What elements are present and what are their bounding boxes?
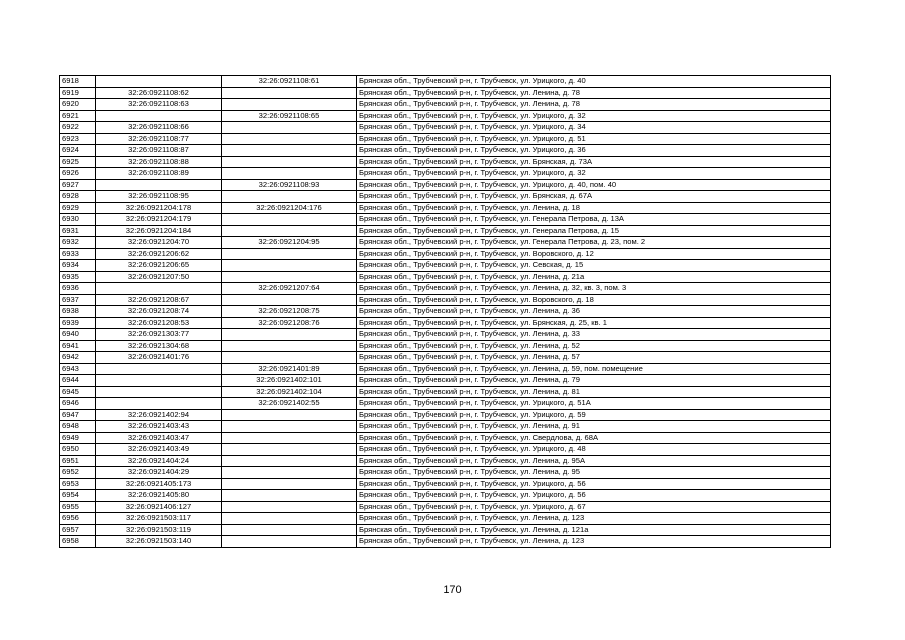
related-cadastral-number-cell <box>222 490 357 502</box>
address-cell: Брянская обл., Трубчевский р-н, г. Трубчевск, ул. Ленина, д. 32, кв. 3, пом. 3 <box>357 283 831 295</box>
table-row <box>60 513 831 525</box>
address-cell: Брянская обл., Трубчевский р-н, г. Трубчевск, ул. Урицкого, д. 67 <box>357 501 831 513</box>
table-row <box>60 133 831 145</box>
row-number-cell: 6928 <box>60 191 96 203</box>
cadastral-number-cell <box>96 76 222 88</box>
row-number-cell: 6948 <box>60 421 96 433</box>
related-cadastral-number-cell <box>222 248 357 260</box>
row-number-cell: 6930 <box>60 214 96 226</box>
table-row <box>60 467 831 479</box>
row-number-cell: 6921 <box>60 110 96 122</box>
row-number-cell: 6940 <box>60 329 96 341</box>
row-number-cell: 6933 <box>60 248 96 260</box>
page-number: 170 <box>443 584 462 596</box>
address-cell: Брянская обл., Трубчевский р-н, г. Трубчевск, ул. Ленина, д. 79 <box>357 375 831 387</box>
table-row <box>60 237 831 249</box>
row-number-cell: 6943 <box>60 363 96 375</box>
related-cadastral-number-cell <box>222 467 357 479</box>
row-number-cell: 6923 <box>60 133 96 145</box>
table-row <box>60 329 831 341</box>
row-number-cell: 6918 <box>60 76 96 88</box>
cadastral-number-cell: 32:26:0921405:80 <box>96 490 222 502</box>
related-cadastral-number-cell <box>222 524 357 536</box>
related-cadastral-number-cell: 32:26:0921401:89 <box>222 363 357 375</box>
row-number-cell: 6944 <box>60 375 96 387</box>
cadastral-number-cell: 32:26:0921208:67 <box>96 294 222 306</box>
address-cell: Брянская обл., Трубчевский р-н, г. Трубчевск, ул. Генерала Петрова, д. 23, пом. 2 <box>357 237 831 249</box>
table-row <box>60 409 831 421</box>
row-number-cell: 6957 <box>60 524 96 536</box>
cadastral-number-cell: 32:26:0921208:74 <box>96 306 222 318</box>
table-row <box>60 421 831 433</box>
cadastral-number-cell: 32:26:0921108:95 <box>96 191 222 203</box>
cadastral-number-cell: 32:26:0921206:65 <box>96 260 222 272</box>
cadastral-number-cell: 32:26:0921108:63 <box>96 99 222 111</box>
row-number-cell: 6924 <box>60 145 96 157</box>
cadastral-number-cell: 32:26:0921108:66 <box>96 122 222 134</box>
related-cadastral-number-cell: 32:26:0921402:55 <box>222 398 357 410</box>
row-number-cell: 6958 <box>60 536 96 548</box>
table-row <box>60 536 831 548</box>
cadastral-number-cell: 32:26:0921208:53 <box>96 317 222 329</box>
address-cell: Брянская обл., Трубчевский р-н, г. Трубчевск, ул. Урицкого, д. 59 <box>357 409 831 421</box>
related-cadastral-number-cell: 32:26:0921108:65 <box>222 110 357 122</box>
address-cell: Брянская обл., Трубчевский р-н, г. Трубчевск, ул. Ленина, д. 81 <box>357 386 831 398</box>
row-number-cell: 6955 <box>60 501 96 513</box>
related-cadastral-number-cell: 32:26:0921108:61 <box>222 76 357 88</box>
address-cell: Брянская обл., Трубчевский р-н, г. Трубчевск, ул. Урицкого, д. 51А <box>357 398 831 410</box>
cadastral-number-cell: 32:26:0921303:77 <box>96 329 222 341</box>
table-row <box>60 248 831 260</box>
table-row <box>60 398 831 410</box>
address-cell: Брянская обл., Трубчевский р-н, г. Трубчевск, ул. Урицкого, д. 40 <box>357 76 831 88</box>
address-cell: Брянская обл., Трубчевский р-н, г. Трубчевск, ул. Ленина, д. 21а <box>357 271 831 283</box>
row-number-cell: 6945 <box>60 386 96 398</box>
cadastral-number-cell: 32:26:0921401:76 <box>96 352 222 364</box>
address-cell: Брянская обл., Трубчевский р-н, г. Трубчевск, ул. Урицкого, д. 34 <box>357 122 831 134</box>
cadastral-number-cell: 32:26:0921204:184 <box>96 225 222 237</box>
related-cadastral-number-cell: 32:26:0921402:104 <box>222 386 357 398</box>
cadastral-number-cell: 32:26:0921108:87 <box>96 145 222 157</box>
cadastral-number-cell: 32:26:0921406:127 <box>96 501 222 513</box>
table-row <box>60 179 831 191</box>
address-cell: Брянская обл., Трубчевский р-н, г. Трубчевск, ул. Урицкого, д. 36 <box>357 145 831 157</box>
address-cell: Брянская обл., Трубчевский р-н, г. Трубчевск, ул. Генерала Петрова, д. 13А <box>357 214 831 226</box>
related-cadastral-number-cell <box>222 421 357 433</box>
table-row <box>60 76 831 88</box>
table-row <box>60 432 831 444</box>
table-row <box>60 122 831 134</box>
address-cell: Брянская обл., Трубчевский р-н, г. Трубчевск, ул. Свердлова, д. 68А <box>357 432 831 444</box>
related-cadastral-number-cell: 32:26:0921204:176 <box>222 202 357 214</box>
row-number-cell: 6937 <box>60 294 96 306</box>
cadastral-number-cell <box>96 375 222 387</box>
table-row <box>60 501 831 513</box>
table-row <box>60 352 831 364</box>
related-cadastral-number-cell <box>222 133 357 145</box>
cadastral-number-cell: 32:26:0921108:88 <box>96 156 222 168</box>
table-row <box>60 202 831 214</box>
row-number-cell: 6946 <box>60 398 96 410</box>
row-number-cell: 6950 <box>60 444 96 456</box>
row-number-cell: 6941 <box>60 340 96 352</box>
address-cell: Брянская обл., Трубчевский р-н, г. Трубчевск, ул. Ленина, д. 121а <box>357 524 831 536</box>
address-cell: Брянская обл., Трубчевский р-н, г. Трубчевск, ул. Урицкого, д. 56 <box>357 478 831 490</box>
related-cadastral-number-cell <box>222 191 357 203</box>
address-cell: Брянская обл., Трубчевский р-н, г. Трубчевск, ул. Урицкого, д. 51 <box>357 133 831 145</box>
related-cadastral-number-cell <box>222 145 357 157</box>
related-cadastral-number-cell <box>222 478 357 490</box>
cadastral-number-cell: 32:26:0921108:89 <box>96 168 222 180</box>
related-cadastral-number-cell <box>222 409 357 421</box>
cadastral-number-cell: 32:26:0921207:50 <box>96 271 222 283</box>
cadastral-number-cell: 32:26:0921204:178 <box>96 202 222 214</box>
row-number-cell: 6920 <box>60 99 96 111</box>
row-number-cell: 6952 <box>60 467 96 479</box>
address-cell: Брянская обл., Трубчевский р-н, г. Трубчевск, ул. Брянская, д. 25, кв. 1 <box>357 317 831 329</box>
cadastral-number-cell: 32:26:0921503:119 <box>96 524 222 536</box>
address-cell: Брянская обл., Трубчевский р-н, г. Трубчевск, ул. Ленина, д. 123 <box>357 536 831 548</box>
table-row <box>60 87 831 99</box>
cadastral-number-cell: 32:26:0921404:29 <box>96 467 222 479</box>
cadastral-number-cell: 32:26:0921206:62 <box>96 248 222 260</box>
row-number-cell: 6929 <box>60 202 96 214</box>
table-row <box>60 306 831 318</box>
address-cell: Брянская обл., Трубчевский р-н, г. Трубчевск, ул. Брянская, д. 67А <box>357 191 831 203</box>
cadastral-number-cell: 32:26:0921403:47 <box>96 432 222 444</box>
address-cell: Брянская обл., Трубчевский р-н, г. Трубчевск, ул. Урицкого, д. 32 <box>357 110 831 122</box>
row-number-cell: 6932 <box>60 237 96 249</box>
row-number-cell: 6947 <box>60 409 96 421</box>
address-cell: Брянская обл., Трубчевский р-н, г. Трубчевск, ул. Воровского, д. 12 <box>357 248 831 260</box>
table-row <box>60 386 831 398</box>
cadastral-number-cell: 32:26:0921403:49 <box>96 444 222 456</box>
table-row <box>60 340 831 352</box>
related-cadastral-number-cell <box>222 271 357 283</box>
table-row <box>60 375 831 387</box>
row-number-cell: 6925 <box>60 156 96 168</box>
related-cadastral-number-cell <box>222 536 357 548</box>
related-cadastral-number-cell: 32:26:0921208:75 <box>222 306 357 318</box>
registry-table <box>59 75 831 548</box>
table-row <box>60 191 831 203</box>
cadastral-number-cell: 32:26:0921402:94 <box>96 409 222 421</box>
related-cadastral-number-cell <box>222 260 357 272</box>
address-cell: Брянская обл., Трубчевский р-н, г. Трубчевск, ул. Ленина, д. 78 <box>357 87 831 99</box>
address-cell: Брянская обл., Трубчевский р-н, г. Трубчевск, ул. Генерала Петрова, д. 15 <box>357 225 831 237</box>
address-cell: Брянская обл., Трубчевский р-н, г. Трубчевск, ул. Урицкого, д. 56 <box>357 490 831 502</box>
cadastral-number-cell: 32:26:0921503:140 <box>96 536 222 548</box>
cadastral-number-cell: 32:26:0921108:62 <box>96 87 222 99</box>
related-cadastral-number-cell <box>222 513 357 525</box>
table-row <box>60 156 831 168</box>
table-row <box>60 168 831 180</box>
related-cadastral-number-cell <box>222 225 357 237</box>
row-number-cell: 6926 <box>60 168 96 180</box>
table-row <box>60 283 831 295</box>
address-cell: Брянская обл., Трубчевский р-н, г. Трубчевск, ул. Севская, д. 15 <box>357 260 831 272</box>
address-cell: Брянская обл., Трубчевский р-н, г. Трубчевск, ул. Воровского, д. 18 <box>357 294 831 306</box>
cadastral-number-cell: 32:26:0921503:117 <box>96 513 222 525</box>
cadastral-number-cell: 32:26:0921108:77 <box>96 133 222 145</box>
related-cadastral-number-cell: 32:26:0921207:64 <box>222 283 357 295</box>
related-cadastral-number-cell <box>222 501 357 513</box>
related-cadastral-number-cell <box>222 340 357 352</box>
cadastral-number-cell <box>96 179 222 191</box>
table-row <box>60 214 831 226</box>
cadastral-number-cell: 32:26:0921204:70 <box>96 237 222 249</box>
cadastral-number-cell <box>96 283 222 295</box>
address-cell: Брянская обл., Трубчевский р-н, г. Трубчевск, ул. Урицкого, д. 40, пом. 40 <box>357 179 831 191</box>
cadastral-number-cell: 32:26:0921304:68 <box>96 340 222 352</box>
address-cell: Брянская обл., Трубчевский р-н, г. Трубчевск, ул. Ленина, д. 36 <box>357 306 831 318</box>
address-cell: Брянская обл., Трубчевский р-н, г. Трубчевск, ул. Ленина, д. 59, пом. помещение <box>357 363 831 375</box>
row-number-cell: 6934 <box>60 260 96 272</box>
related-cadastral-number-cell: 32:26:0921208:76 <box>222 317 357 329</box>
related-cadastral-number-cell <box>222 432 357 444</box>
row-number-cell: 6922 <box>60 122 96 134</box>
related-cadastral-number-cell: 32:26:0921402:101 <box>222 375 357 387</box>
table-row <box>60 225 831 237</box>
cadastral-number-cell <box>96 363 222 375</box>
row-number-cell: 6936 <box>60 283 96 295</box>
address-cell: Брянская обл., Трубчевский р-н, г. Трубчевск, ул. Ленина, д. 33 <box>357 329 831 341</box>
related-cadastral-number-cell <box>222 214 357 226</box>
related-cadastral-number-cell <box>222 444 357 456</box>
related-cadastral-number-cell: 32:26:0921108:93 <box>222 179 357 191</box>
table-row <box>60 490 831 502</box>
related-cadastral-number-cell <box>222 168 357 180</box>
table-row <box>60 524 831 536</box>
related-cadastral-number-cell <box>222 329 357 341</box>
table-row <box>60 260 831 272</box>
address-cell: Брянская обл., Трубчевский р-н, г. Трубчевск, ул. Ленина, д. 123 <box>357 513 831 525</box>
address-cell: Брянская обл., Трубчевский р-н, г. Трубчевск, ул. Ленина, д. 78 <box>357 99 831 111</box>
row-number-cell: 6956 <box>60 513 96 525</box>
related-cadastral-number-cell <box>222 87 357 99</box>
cadastral-number-cell <box>96 110 222 122</box>
row-number-cell: 6939 <box>60 317 96 329</box>
address-cell: Брянская обл., Трубчевский р-н, г. Трубчевск, ул. Ленина, д. 52 <box>357 340 831 352</box>
table-row <box>60 294 831 306</box>
address-cell: Брянская обл., Трубчевский р-н, г. Трубчевск, ул. Ленина, д. 95А <box>357 455 831 467</box>
row-number-cell: 6951 <box>60 455 96 467</box>
registry-table-body <box>60 76 831 548</box>
related-cadastral-number-cell <box>222 122 357 134</box>
table-row <box>60 271 831 283</box>
row-number-cell: 6954 <box>60 490 96 502</box>
cadastral-number-cell <box>96 398 222 410</box>
table-row <box>60 110 831 122</box>
cadastral-number-cell: 32:26:0921403:43 <box>96 421 222 433</box>
cadastral-number-cell: 32:26:0921204:179 <box>96 214 222 226</box>
table-row <box>60 145 831 157</box>
address-cell: Брянская обл., Трубчевский р-н, г. Трубчевск, ул. Урицкого, д. 48 <box>357 444 831 456</box>
row-number-cell: 6949 <box>60 432 96 444</box>
address-cell: Брянская обл., Трубчевский р-н, г. Трубчевск, ул. Ленина, д. 95 <box>357 467 831 479</box>
related-cadastral-number-cell: 32:26:0921204:95 <box>222 237 357 249</box>
address-cell: Брянская обл., Трубчевский р-н, г. Трубчевск, ул. Брянская, д. 73А <box>357 156 831 168</box>
address-cell: Брянская обл., Трубчевский р-н, г. Трубчевск, ул. Ленина, д. 57 <box>357 352 831 364</box>
address-cell: Брянская обл., Трубчевский р-н, г. Трубчевск, ул. Ленина, д. 91 <box>357 421 831 433</box>
table-row <box>60 363 831 375</box>
related-cadastral-number-cell <box>222 99 357 111</box>
cadastral-number-cell <box>96 386 222 398</box>
row-number-cell: 6931 <box>60 225 96 237</box>
table-row <box>60 99 831 111</box>
cadastral-number-cell: 32:26:0921404:24 <box>96 455 222 467</box>
table-row <box>60 317 831 329</box>
row-number-cell: 6938 <box>60 306 96 318</box>
related-cadastral-number-cell <box>222 352 357 364</box>
related-cadastral-number-cell <box>222 294 357 306</box>
table-row <box>60 478 831 490</box>
related-cadastral-number-cell <box>222 156 357 168</box>
address-cell: Брянская обл., Трубчевский р-н, г. Трубчевск, ул. Ленина, д. 18 <box>357 202 831 214</box>
row-number-cell: 6942 <box>60 352 96 364</box>
address-cell: Брянская обл., Трубчевский р-н, г. Трубчевск, ул. Урицкого, д. 32 <box>357 168 831 180</box>
row-number-cell: 6927 <box>60 179 96 191</box>
row-number-cell: 6953 <box>60 478 96 490</box>
table-row <box>60 455 831 467</box>
table-row <box>60 444 831 456</box>
row-number-cell: 6935 <box>60 271 96 283</box>
related-cadastral-number-cell <box>222 455 357 467</box>
row-number-cell: 6919 <box>60 87 96 99</box>
cadastral-number-cell: 32:26:0921405:173 <box>96 478 222 490</box>
